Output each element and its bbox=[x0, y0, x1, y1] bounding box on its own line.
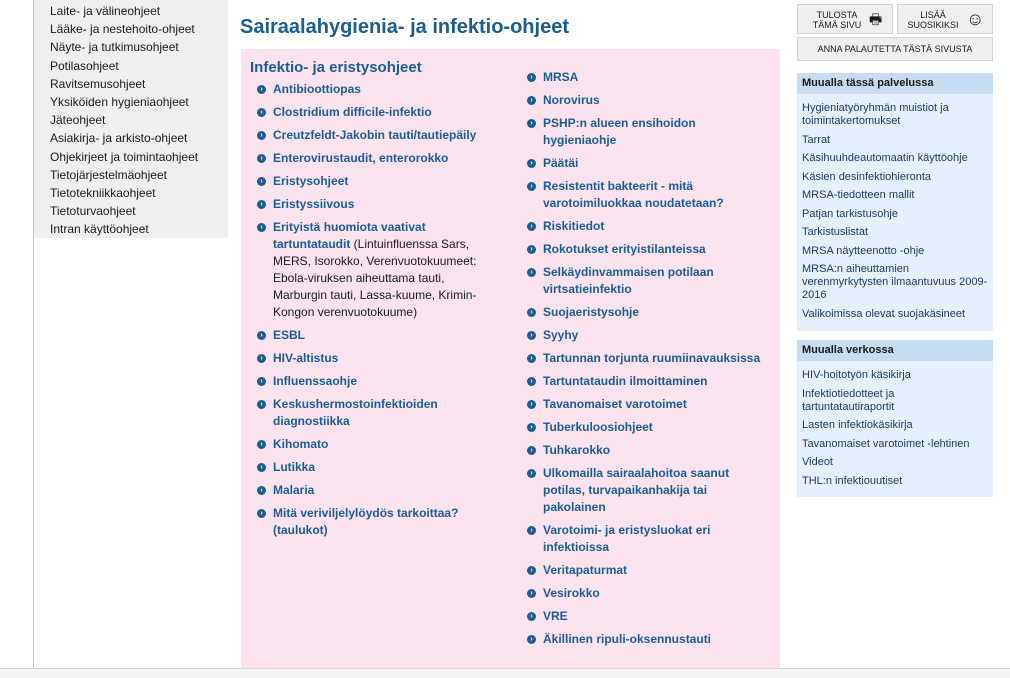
instruction-link[interactable]: Syyhy bbox=[543, 328, 579, 342]
arrow-bullet-icon: › bbox=[527, 469, 536, 478]
list-item bbox=[527, 631, 767, 648]
printer-icon: 🖶 bbox=[869, 11, 883, 27]
arrow-bullet-icon: › bbox=[527, 635, 536, 644]
left-nav-item[interactable]: Laite- ja välineohjeet bbox=[50, 4, 161, 18]
left-nav-item[interactable]: Ohjekirjeet ja toimintaohjeet bbox=[50, 149, 199, 164]
left-nav-item[interactable]: Tietojärjestelmäohjeet bbox=[50, 167, 167, 182]
arrow-bullet-icon: › bbox=[527, 377, 536, 386]
arrow-bullet-icon: › bbox=[527, 159, 536, 168]
list-item bbox=[257, 196, 493, 213]
sidebar-link[interactable]: Tarkistuslistat bbox=[802, 226, 869, 238]
instruction-link[interactable]: Antibioottiopas bbox=[273, 82, 361, 96]
external-links-box bbox=[797, 340, 993, 497]
sidebar-link[interactable]: Käsien desinfektiohieronta bbox=[802, 170, 932, 183]
arrow-bullet-icon: › bbox=[527, 526, 536, 535]
instruction-link[interactable]: Influenssaohje bbox=[273, 374, 358, 388]
instruction-link[interactable]: Tavanomaiset varotoimet bbox=[543, 397, 687, 411]
related-links-box bbox=[797, 73, 993, 331]
print-page-label: TULOSTA TÄMÄ SIVU bbox=[812, 10, 862, 30]
arrow-bullet-icon: › bbox=[527, 119, 536, 128]
list-item bbox=[527, 373, 767, 390]
list-item bbox=[527, 608, 767, 625]
arrow-bullet-icon: › bbox=[257, 377, 266, 386]
list-item bbox=[527, 465, 767, 516]
print-page-button[interactable] bbox=[797, 4, 893, 34]
instruction-link[interactable]: ESBL bbox=[273, 328, 306, 342]
arrow-bullet-icon: › bbox=[257, 463, 266, 472]
list-item bbox=[527, 396, 767, 413]
arrow-bullet-icon: › bbox=[257, 331, 266, 340]
arrow-bullet-icon: › bbox=[527, 400, 536, 409]
arrow-bullet-icon: › bbox=[527, 96, 536, 105]
arrow-bullet-icon: › bbox=[527, 612, 536, 621]
content-panel bbox=[241, 49, 780, 668]
instruction-link[interactable]: Rokotukset erityistilanteissa bbox=[543, 242, 706, 256]
sidebar-link[interactable]: Käsihuuhdeautomaatin käyttöohje bbox=[802, 152, 968, 164]
instruction-link[interactable]: Lutikka bbox=[273, 460, 316, 474]
arrow-bullet-icon: › bbox=[527, 566, 536, 575]
arrow-bullet-icon: › bbox=[527, 354, 536, 363]
arrow-bullet-icon: › bbox=[527, 589, 536, 598]
instruction-link[interactable]: PSHP:n alueen ensihoidon hygieniaohje bbox=[543, 116, 696, 147]
instruction-link[interactable]: Tuhkarokko bbox=[543, 443, 611, 457]
sidebar-link[interactable]: MRSA-tiedotteen mallit bbox=[802, 189, 915, 201]
sidebar-link[interactable]: THL:n infektiouutiset bbox=[802, 474, 903, 487]
list-item bbox=[527, 585, 767, 602]
arrow-bullet-icon: › bbox=[527, 73, 536, 82]
left-navigation bbox=[34, 0, 228, 238]
arrow-bullet-icon: › bbox=[257, 177, 266, 186]
list-item bbox=[527, 304, 767, 321]
instruction-link[interactable]: Veritapaturmat bbox=[543, 563, 628, 577]
sidebar-link[interactable]: Hygieniatyöryhmän muistiot ja toimintakertomukset bbox=[802, 102, 949, 127]
add-favorite-button[interactable] bbox=[897, 4, 993, 34]
instruction-link[interactable]: Erityistä huomiota vaativat tartuntataudit bbox=[273, 220, 426, 251]
link-list-right bbox=[527, 69, 767, 654]
list-item bbox=[257, 505, 493, 539]
link-note: (Lintuinfluenssa Sars, MERS, Isorokko, Verenvuotokuumeet: Ebola-viruksen aiheuttama tauti, Marburgin tauti, Lassa-kuume, Krimin-Kongon verenvuotokuume) bbox=[273, 237, 477, 319]
smiley-icon: ☺ bbox=[966, 9, 985, 29]
sidebar-link[interactable]: Tarrat bbox=[802, 133, 831, 146]
list-item bbox=[257, 104, 493, 121]
arrow-bullet-icon: › bbox=[527, 182, 536, 191]
add-favorite-label: LISÄÄ SUOSIKIKSI bbox=[907, 10, 959, 30]
list-item bbox=[527, 218, 767, 235]
list-item bbox=[527, 419, 767, 436]
list-item bbox=[257, 436, 493, 453]
arrow-bullet-icon: › bbox=[527, 446, 536, 455]
instruction-link[interactable]: Selkäydinvammaisen potilaan virtsatieinfektio bbox=[543, 265, 714, 296]
sidebar-link[interactable]: Tavanomaiset varotoimet -lehtinen bbox=[802, 437, 970, 450]
instruction-link[interactable]: Päätäi bbox=[543, 156, 579, 170]
left-nav-item[interactable]: Tietoturvaohjeet bbox=[50, 204, 136, 219]
list-item bbox=[257, 350, 493, 367]
arrow-bullet-icon: › bbox=[257, 85, 266, 94]
arrow-bullet-icon: › bbox=[257, 509, 266, 518]
instruction-link[interactable]: VRE bbox=[543, 609, 568, 623]
instruction-link[interactable]: Tuberkuloosiohjeet bbox=[543, 420, 653, 434]
left-nav-list bbox=[34, 0, 228, 239]
sidebar-link[interactable]: HIV-hoitotyön käsikirja bbox=[802, 369, 911, 381]
instruction-link[interactable]: Riskitiedot bbox=[543, 219, 605, 233]
list-item bbox=[527, 155, 767, 172]
arrow-bullet-icon: › bbox=[257, 223, 266, 232]
list-item bbox=[527, 442, 767, 459]
sidebar-link[interactable]: MRSA näytteenotto -ohje bbox=[802, 244, 925, 257]
sidebar-link[interactable]: MRSA:n aiheuttamien verenmyrkytysten ilmaantuvuus 2009-2016 bbox=[802, 263, 988, 301]
left-nav-item[interactable]: Intran käyttöohjeet bbox=[50, 222, 149, 237]
arrow-bullet-icon: › bbox=[257, 486, 266, 495]
arrow-bullet-icon: › bbox=[527, 423, 536, 432]
instruction-link[interactable]: Keskushermostoinfektioiden diagnostiikka bbox=[273, 397, 438, 428]
list-item bbox=[527, 178, 767, 212]
section-heading: Infektio- ja eristysohjeet bbox=[250, 59, 422, 76]
left-nav-item[interactable]: Potilasohjeet bbox=[50, 58, 119, 73]
left-nav-item[interactable]: Jäteohjeet bbox=[50, 113, 106, 128]
arrow-bullet-icon: › bbox=[257, 440, 266, 449]
instruction-link[interactable]: Clostridium difficile-infektio bbox=[273, 105, 432, 119]
list-item bbox=[527, 522, 767, 556]
left-nav-item[interactable]: Lääke- ja nestehoito-ohjeet bbox=[50, 22, 195, 37]
instruction-link[interactable]: Mitä veriviljelylöydös tarkoittaa? (taulukot) bbox=[273, 506, 459, 537]
arrow-bullet-icon: › bbox=[527, 245, 536, 254]
list-item bbox=[527, 264, 767, 298]
instruction-link[interactable]: Resistentit bakteerit - mitä varotoimiluokkaa noudatetaan? bbox=[543, 179, 724, 210]
instruction-link[interactable]: Malaria bbox=[273, 483, 315, 497]
list-item bbox=[527, 69, 767, 86]
instruction-link[interactable]: Kihomato bbox=[273, 437, 329, 451]
list-item bbox=[257, 173, 493, 190]
arrow-bullet-icon: › bbox=[257, 200, 266, 209]
instruction-link[interactable]: Ulkomailla sairaalahoitoa saanut potilas, turvapaikanhakija tai pakolainen bbox=[543, 466, 730, 514]
sidebar-link[interactable]: Infektiotiedotteet ja tartuntatautiraportit bbox=[802, 387, 895, 413]
list-item bbox=[257, 482, 493, 499]
list-item bbox=[257, 150, 493, 167]
instruction-link[interactable]: Varotoimi- ja eristysluokat eri infektioissa bbox=[543, 523, 711, 554]
arrow-bullet-icon: › bbox=[527, 222, 536, 231]
instruction-link[interactable]: Enterovirustaudit, enterorokko bbox=[273, 151, 449, 165]
left-nav-item[interactable]: Yksiköiden hygieniaohjeet bbox=[50, 95, 189, 110]
instruction-link[interactable]: Eristyssiivous bbox=[273, 197, 355, 211]
page-title: Sairaalahygienia- ja infektio-ohjeet bbox=[240, 16, 569, 38]
list-item bbox=[257, 459, 493, 476]
external-links-list bbox=[797, 361, 993, 488]
instruction-link[interactable]: Creutzfeldt-Jakobin tauti/tautiepäily bbox=[273, 128, 477, 142]
list-item bbox=[257, 396, 493, 430]
left-nav-item[interactable]: Tietotekniikkaohjeet bbox=[50, 186, 156, 201]
arrow-bullet-icon: › bbox=[257, 154, 266, 163]
instruction-link[interactable]: Tartuntataudin ilmoittaminen bbox=[543, 374, 708, 388]
arrow-bullet-icon: › bbox=[527, 331, 536, 340]
arrow-bullet-icon: › bbox=[257, 400, 266, 409]
instruction-link[interactable]: Vesirokko bbox=[543, 586, 600, 600]
instruction-link[interactable]: MRSA bbox=[543, 70, 579, 84]
related-links-heading: Muualla tässä palvelussa bbox=[797, 73, 993, 94]
list-item bbox=[257, 127, 493, 144]
left-nav-item[interactable]: Asiakirja- ja arkisto-ohjeet bbox=[50, 131, 188, 146]
bottom-scroll-area bbox=[0, 668, 1010, 678]
instruction-link[interactable]: Suojaeristysohje bbox=[543, 305, 640, 319]
sidebar-link[interactable]: Valikoimissa olevat suojakäsineet bbox=[802, 307, 966, 320]
list-item bbox=[527, 562, 767, 579]
list-item bbox=[257, 219, 493, 321]
instruction-link[interactable]: Norovirus bbox=[543, 93, 600, 107]
list-item bbox=[527, 92, 767, 109]
arrow-bullet-icon: › bbox=[257, 354, 266, 363]
arrow-bullet-icon: › bbox=[527, 268, 536, 277]
left-nav-item[interactable]: Ravitsemusohjeet bbox=[50, 76, 146, 91]
list-item bbox=[257, 327, 493, 344]
external-links-heading: Muualla verkossa bbox=[797, 340, 993, 361]
list-item bbox=[527, 241, 767, 258]
sidebar-link[interactable]: Videot bbox=[802, 456, 833, 468]
related-links-list bbox=[797, 94, 993, 321]
list-item bbox=[257, 81, 493, 98]
instruction-link[interactable]: HIV-altistus bbox=[273, 351, 339, 365]
arrow-bullet-icon: › bbox=[257, 131, 266, 140]
list-item bbox=[527, 115, 767, 149]
list-item bbox=[527, 350, 767, 367]
instruction-link[interactable]: Eristysohjeet bbox=[273, 174, 349, 188]
sidebar-link[interactable]: Lasten infektiokäsikirja bbox=[802, 419, 913, 431]
list-item bbox=[527, 327, 767, 344]
list-item bbox=[257, 373, 493, 390]
arrow-bullet-icon: › bbox=[527, 308, 536, 317]
left-nav-item[interactable]: Näyte- ja tutkimusohjeet bbox=[50, 40, 179, 55]
link-list-left bbox=[257, 81, 493, 545]
instruction-link[interactable]: Äkillinen ripuli-oksennustauti bbox=[543, 632, 712, 646]
arrow-bullet-icon: › bbox=[257, 108, 266, 117]
instruction-link[interactable]: Tartunnan torjunta ruumiinavauksissa bbox=[543, 351, 761, 365]
sidebar-link[interactable]: Patjan tarkistusohje bbox=[802, 207, 898, 220]
give-feedback-button[interactable]: ANNA PALAUTETTA TÄSTÄ SIVUSTA bbox=[797, 37, 993, 61]
